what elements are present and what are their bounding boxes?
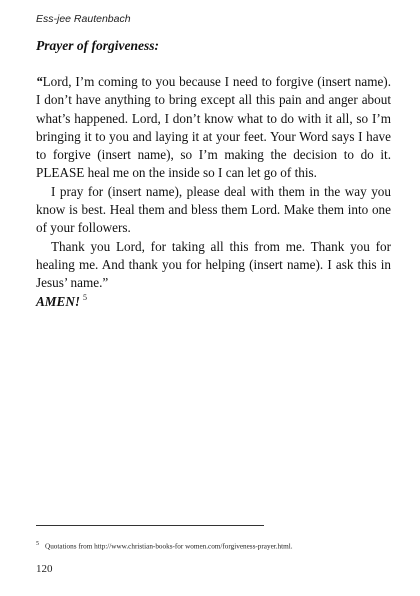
amen-text: AMEN! [36, 293, 80, 309]
running-head: Ess-jee Rautenbach [36, 13, 131, 25]
paragraph-3: Thank you Lord, for taking all this from me. Thank you for healing me. And thank you for helping (insert name). I ask this in Jesus’ name.” [36, 238, 391, 291]
paragraph-2: I pray for (insert name), please deal with them in the way you know is best. Heal them and bless them Lord. Make them into one of your followers. [36, 183, 391, 236]
paragraph-1 [36, 73, 391, 183]
paragraph-1-text: Lord, I’m coming to you because I need to forgive (insert name). I don’t have anything to bring except all this pain and anger about what’s happened. Lord, I don’t know what to do with it all, so I’m bringing it to you and laying it at your feet. Your Word says I have to forgive (insert name), so I’m making the decision to do it. PLEASE heal me on the inside so I can let go of this. [36, 74, 391, 181]
amen-line [36, 293, 391, 311]
footnote-number: 5 [36, 541, 39, 547]
footnote-marker: 5 [82, 293, 87, 303]
footnote [36, 541, 293, 550]
footnote-divider [36, 525, 264, 526]
page-number: 120 [36, 563, 53, 575]
opening-quote: “ [36, 74, 43, 89]
prayer-text [36, 73, 391, 311]
footnote-text: Quotations from http://www.christian-books-for women.com/forgiveness-prayer.html. [45, 542, 293, 551]
section-heading: Prayer of forgiveness: [36, 38, 159, 53]
